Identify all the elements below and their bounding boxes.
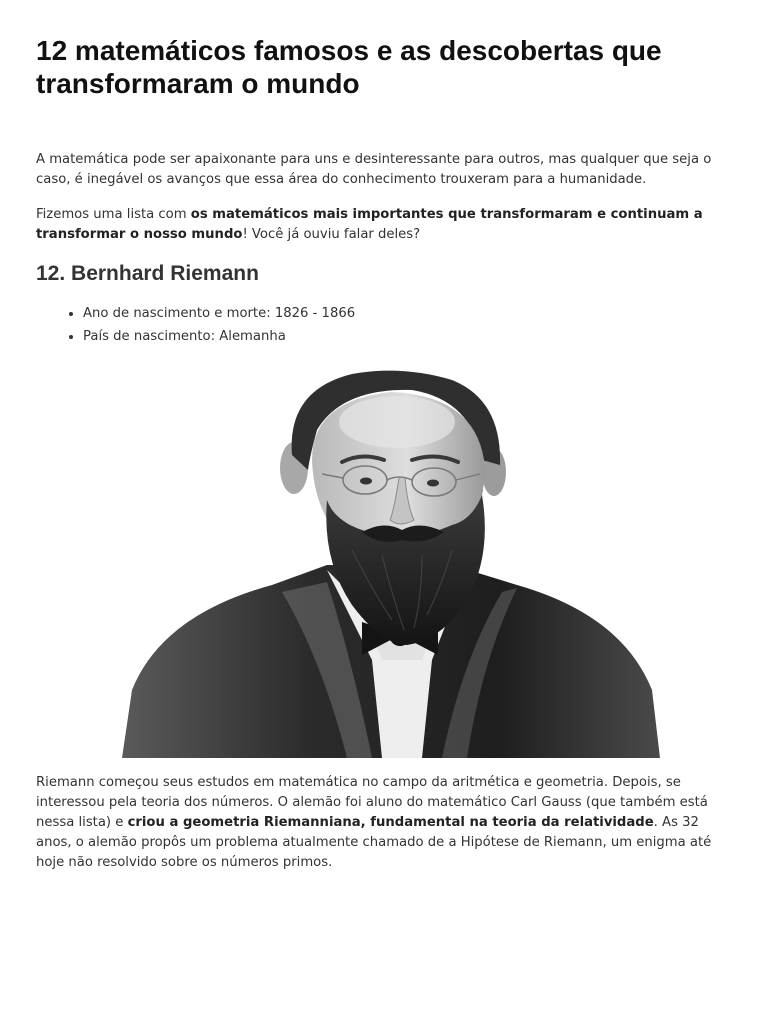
article-title: 12 matemáticos famosos e as descobertas que transformaram o mundo [36,35,662,99]
intro-paragraph: A matemática pode ser apaixonante para uns e desinteressante para outros, mas qualquer que seja o caso, é inegável os avanços que essa área do conhecimento trouxeram para a humanidade. [36,152,712,187]
bio-bold: criou a geometria Riemanniana, fundamental na teoria da relatividade [127,815,654,830]
list-intro-tail: ! Você já ouviu falar deles? [242,227,421,242]
bio-tail: . As 32 anos, o alemão propôs um problema atualmente chamado de a Hipótese de Riemann, um enigma até hoje não resolvido sobre os números primos. [36,815,712,870]
list-item: • Ano de nascimento e morte: 1826 - 1866 [83,302,683,325]
bio-text: Riemann começou seus estudos em matemática no campo da aritmética e geometria. Depois, se interessou pela teoria dos números. O alemão foi aluno do matemático Carl Gauss (que também está nessa lista) e [36,775,708,830]
list-intro-text: Fizemos uma lista com [36,207,191,222]
list-intro-paragraph [36,205,736,245]
facts-list [36,302,683,348]
list-intro-bold: os matemáticos mais importantes que transformaram e continuam a transformar o nosso mundo [36,207,703,242]
portrait-image [122,360,660,758]
bio-paragraph [36,773,736,873]
section-heading: 12. Bernhard Riemann [36,262,259,285]
list-item: • País de nascimento: Alemanha [83,325,683,348]
